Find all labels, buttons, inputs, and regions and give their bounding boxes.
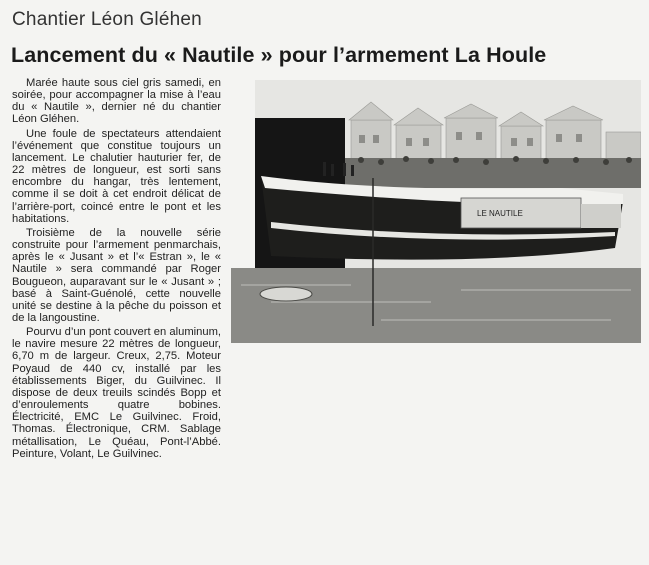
paragraph-3: Troisième de la nouvelle série construite pour l’armement penmarchais, après le « Jusant » et l’« Estran », le « Nautile » sera commandé par Roger Bougueon, auparavant sur le « Jusant » ; basé à Saint-Guénolé, cette nouvelle unité se destine à la pêche du poisson et de la langoustine. [12,226,221,324]
launch-photo [231,80,641,343]
boat-launch-illustration [231,80,641,343]
article-headline: Lancement du « Nautile » pour l’armement La Houle [11,43,547,67]
paragraph-1: Marée haute sous ciel gris samedi, en soirée, pour accompagner la mise à l’eau du « Nautile », dernier né du chantier Léon Gléhen. [12,77,221,126]
hull-name: LE NAUTILE [477,209,523,218]
article-kicker: Chantier Léon Gléhen [12,9,202,30]
paragraph-2: Une foule de spectateurs attendaient l’événement que constitue toujours un lancement. Le chalutier hauturier fer, de 22 mètres de longueur, est sorti sans encombre du hangar, très lentement, comme il se doit à cet endroit délicat de l’arrière-port, coincé entre le pont et les habitations. [12,127,221,225]
paragraph-4: Pourvu d’un pont couvert en aluminum, le navire mesure 22 mètres de longueur, 6,70 m de largeur. Creux, 2,75. Moteur Poyaud de 440 cv, installé par les établissements Biger, du Guilvinec. Il dispose de deux treuils scindés Bopp et d’enroulements quatre bobines. Électricité, EMC Le Guilvinec. Froid, Thomas. Électronique, CRM. Sablage métallisation, Le Quéau, Pont-l’Abbé. Peinture, Volant, Le Guilvinec. [12,326,221,460]
article-body [12,77,221,462]
